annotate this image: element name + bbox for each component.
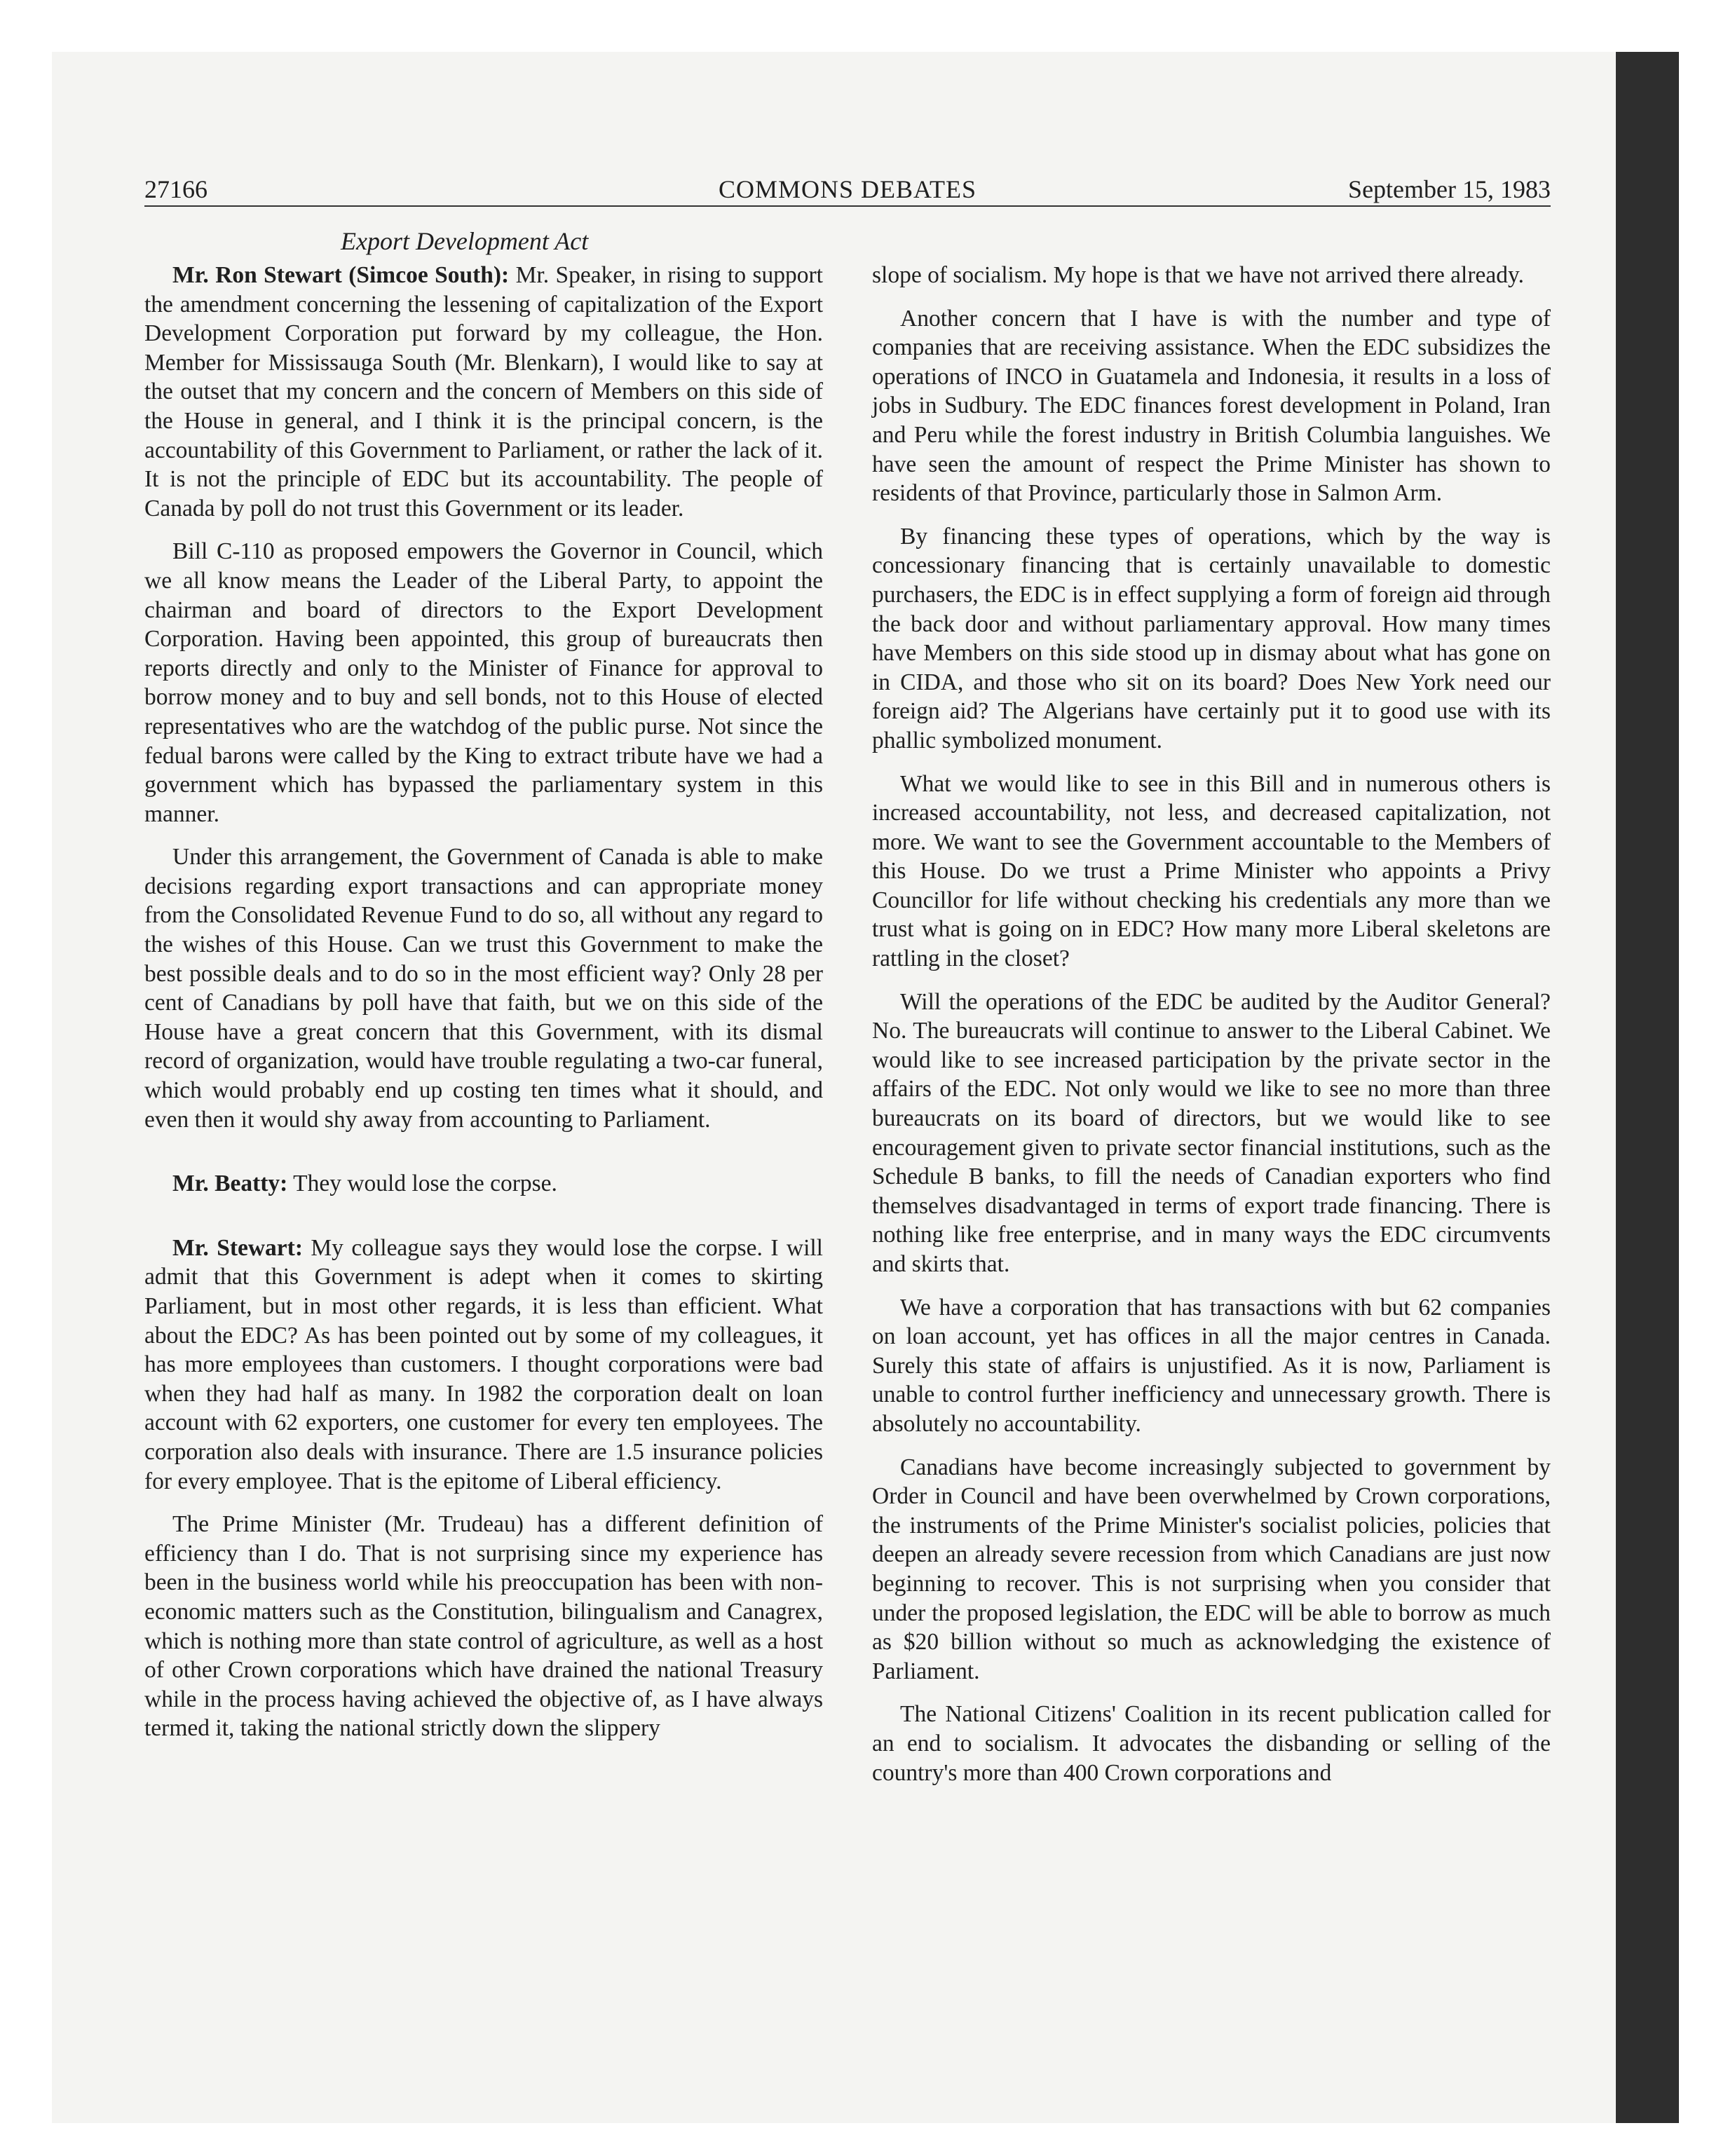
paragraph: The National Citizens' Coalition in its recent publication called for an end to socialism. It advocates the disbanding or selling of the country's more than 400 Crown corporations and — [872, 1701, 1551, 1786]
paragraph-text: Mr. Speaker, in rising to support the amendment concerning the lessening of capitalization of the Export Development Corporation put forward by my colleague, the Hon. Member for Mississauga South (Mr. Blenkarn), I would like to say at the outset that my concern and the concern of Members on this side of the House in general, and I think it is the principal concern, is the accountability of this Government to Parliament, or rather the lack of it. It is not the principle of EDC but its accountability. The people of Canada by poll do not trust this Government or its leader. — [144, 262, 823, 521]
paragraph — [144, 261, 823, 523]
running-title: Export Development Act — [341, 227, 589, 255]
speaker-name: Mr. Beatty: — [172, 1171, 288, 1197]
issue-date: September 15, 1983 — [1348, 175, 1551, 203]
paragraph: Another concern that I have is with the number and type of companies that are receiving assistance. When the EDC subsidizes the operations of INCO in Guatamela and Indonesia, it results in a loss of jobs in Sudbury. The EDC finances forest development in Poland, Iran and Peru while the forest industry in British Columbia languishes. We have seen the amount of respect the Prime Minister has shown to residents of that Province, particularly those in Salmon Arm. — [872, 305, 1551, 507]
paragraph: Under this arrangement, the Government of Canada is able to make decisions regarding export transactions and can appropriate money from the Consolidated Revenue Fund to do so, all without any regard to the wishes of this House. Can we trust this Government to make the best possible deals and to do so in the most efficient way? Only 28 per cent of Canadians by poll have that faith, but we on this side of the House have a great concern that this Government, with its dismal record of organization, would have trouble regulating a two-car funeral, which would probably end up costing ten times what it should, and even then it would shy away from accounting to Parliament. — [144, 844, 823, 1133]
journal-title: COMMONS DEBATES — [718, 175, 977, 203]
paragraph: Will the operations of the EDC be audited by the Auditor General? No. The bureaucrats will continue to answer to the Liberal Cabinet. We would like to see increased participation by the private sector in the affairs of the EDC. Not only would we like to see no more than three bureaucrats on its board of directors, but we would like to see encouragement given to private sector financial institutions, such as the Schedule B banks, to fill the needs of Canadian exporters who find themselves disadvantaged in terms of export trade financing. There is nothing like free enterprise, and in many ways the EDC circumvents and skirts that. — [872, 988, 1551, 1277]
paragraph: By financing these types of operations, which by the way is concessionary financing that is certainly unavailable to domestic purchasers, the EDC is in effect supplying a form of foreign aid through the back door and without parliamentary approval. How many times have Members on this side stood up in dismay about what has gone on in CIDA, and those who sit on its board? Does New York need our foreign aid? The Algerians have certainly put it to good use with its phallic symbolized monument. — [872, 523, 1551, 753]
paragraph: Canadians have become increasingly subjected to government by Order in Council and have been overwhelmed by Crown corporations, the instruments of the Prime Minister's socialist policies, policies that deepen an already severe recession from which Canadians are just now beginning to recover. This is not surprising when you consider that under the proposed legislation, the EDC will be able to borrow as much as $20 billion without so much as acknowledging the existence of Parliament. — [872, 1454, 1551, 1684]
paragraph-text: They would lose the corpse. — [287, 1171, 557, 1197]
page-number: 27166 — [144, 175, 207, 203]
page-header — [144, 172, 1551, 207]
paragraph: What we would like to see in this Bill and in numerous others is increased accountability, not less, and decreased capitalization, not more. We want to see the Government accountable to the Members of this House. Do we trust a Prime Minister who appoints a Privy Councillor for life without checking his credentials any more than we trust what is going on in EDC? How many more Liberal skeletons are rattling in the closet? — [872, 770, 1551, 972]
paragraph-text: My colleague says they would lose the corpse. I will admit that this Government is adept when it comes to skirting Parliament, but in most other regards, it is less than efficient. What about the EDC? As has been pointed out by some of my colleagues, it has more employees than customers. I thought corporations were bad when they had half as many. In 1982 the corporation dealt on loan account with 62 exporters, one customer for every ten employees. The corporation also deals with insurance. There are 1.5 insurance policies for every employee. That is the epitome of Liberal efficiency. — [144, 1234, 823, 1494]
left-column — [144, 261, 823, 1757]
header-rule — [144, 205, 1551, 207]
paragraph: We have a corporation that has transactions with but 62 companies on loan account, yet has offices in all the major centres in Canada. Surely this state of affairs is unjustified. As it is now, Parliament is unable to control further inefficiency and unnecessary growth. There is absolutely no accountability. — [872, 1294, 1551, 1437]
paragraph: Bill C-110 as proposed empowers the Governor in Council, which we all know means the Leader of the Liberal Party, to appoint the chairman and board of directors to the Export Development Corporation. Having been appointed, this group of bureaucrats then reports directly and only to the Minister of Finance for approval to borrow money and to buy and sell bonds, not to this House of elected representatives who are the watchdog of the public purse. Not since the fedual barons were called by the King to extract tribute have we had a government which has bypassed the parliamentary system in this manner. — [144, 538, 823, 827]
right-column — [872, 261, 1551, 1801]
paragraph — [144, 1169, 823, 1199]
speaker-name: Mr. Stewart: — [172, 1234, 303, 1261]
binding-edge-shadow — [1616, 52, 1679, 2123]
paragraph: The Prime Minister (Mr. Trudeau) has a different definition of efficiency than I do. That is not surprising since my experience has been in the business world while his preoccupation has been with non-economic matters such as the Constitution, bilingualism and Canagrex, which is nothing more than state control of agriculture, as well as a host of other Crown corporations which have drained the national Treasury while in the process having achieved the objective of, as I have always termed it, taking the national strictly down the slippery — [144, 1511, 823, 1742]
paragraph — [144, 1234, 823, 1496]
speaker-name: Mr. Ron Stewart (Simcoe South): — [172, 262, 510, 288]
paragraph: slope of socialism. My hope is that we have not arrived there already. — [872, 262, 1524, 288]
